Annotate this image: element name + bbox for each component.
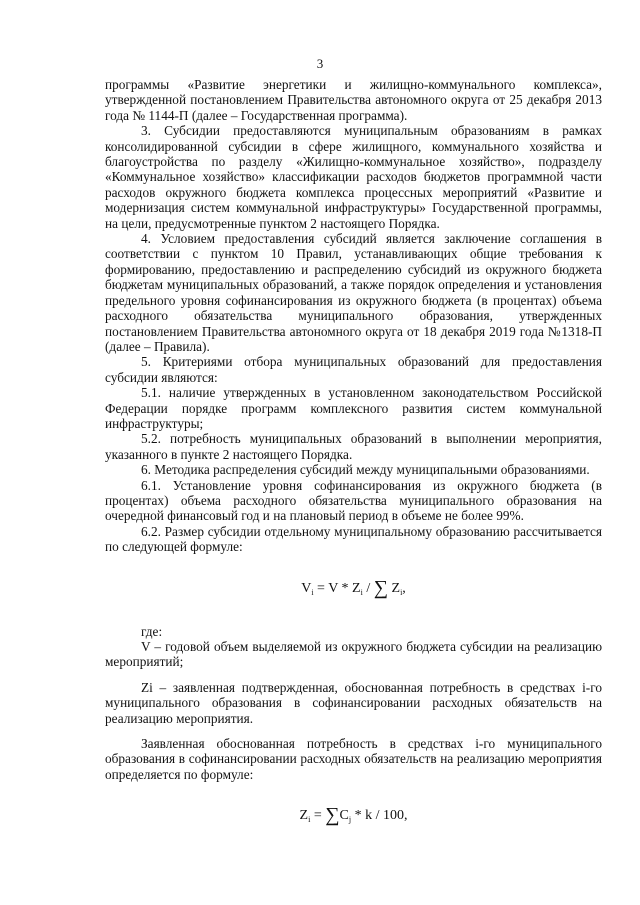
paragraph-6: 6. Методика распределения субсидий между муниципальными образованиями. bbox=[141, 462, 590, 478]
definition-zi: Zi – заявленная подтвержденная, обоснованная потребность в средствах i-го муниципального образования в софинансировании расходных обязательств на реализацию мероприятия. bbox=[105, 679, 602, 726]
formula-term: Z bbox=[299, 808, 309, 824]
formula-term: / bbox=[362, 580, 374, 596]
paragraph-intro: программы «Развитие энергетики и жилищно-коммунального комплекса», утвержденной постановлением Правительства автономного округа от 25 декабря 2013 года № 1144-П (далее – Государственная программа). bbox=[105, 77, 602, 123]
formula-term: Z bbox=[388, 580, 401, 596]
formula-subscript: i bbox=[360, 587, 363, 597]
definition-v: V – годовой объем выделяемой из окружного бюджета субсидии на реализацию мероприятий; bbox=[105, 639, 602, 670]
paragraph-4: 4. Условием предоставления субсидий является заключение соглашения в соответствии с пунктом 10 Правил, устанавливающих общие требования к формированию, предоставлению и распределению субсидий из окружного бюджета бюджетам муниципальных образований, а также порядок определения и установления предельного уровня софинансирования из окружного бюджета (в процентах) объема расходного обязательства муниципального образования, утвержденных постановлением Правительства автономного округа от 18 декабря 2019 года №1318-П (далее – Правила). bbox=[105, 231, 602, 354]
formula-term: , bbox=[402, 580, 406, 596]
paragraph-5: 5. Критериями отбора муниципальных образований для предоставления субсидии являются: bbox=[105, 354, 602, 385]
formula-subscript: j bbox=[348, 815, 352, 825]
formula-subsidy bbox=[105, 577, 602, 604]
formula-term: = bbox=[310, 808, 326, 824]
formula-subscript: i bbox=[400, 587, 403, 597]
formula-term: C bbox=[339, 808, 349, 824]
paragraph-5-2: 5.2. потребность муниципальных образований в выполнении мероприятия, указанного в пункте 2 настоящего Порядка. bbox=[105, 431, 602, 462]
formula-term: V bbox=[301, 580, 312, 596]
paragraph-5-1: 5.1. наличие утвержденных в установленном законодательством Российской Федерации порядке программ комплексного развития систем коммунальной инфраструктуры; bbox=[105, 385, 602, 431]
where-label: где: bbox=[141, 623, 163, 639]
paragraph-6-1: 6.1. Установление уровня софинансирования из окружного бюджета (в процентах) объема расходного обязательства муниципального образования на очередной финансовый год и на плановый период в объеме не более 99%. bbox=[105, 477, 602, 524]
document-body bbox=[105, 77, 602, 851]
formula-subscript: i bbox=[308, 815, 311, 825]
paragraph-6-2: 6.2. Размер субсидии отдельному муниципальному образованию рассчитывается по следующей формуле: bbox=[105, 523, 602, 555]
paragraph-3: 3. Субсидии предоставляются муниципальным образованиям в рамках консолидированной субсидии в сфере жилищного, коммунального хозяйства и благоустройства по разделу «Жилищно-коммунальное хозяйство», подразделу «Коммунальное хозяйство» классификации расходов бюджетов программной части расходов окружного бюджета комплекса процессных мероприятий «Развитие и модернизация систем коммунальной инфраструктуры» Государственной программы, на цели, предусмотренные пунктом 2 настоящего Порядка. bbox=[105, 123, 602, 231]
page-number: 3 bbox=[316, 56, 324, 71]
formula-term: * k / 100, bbox=[351, 808, 408, 824]
sigma-symbol: ∑ bbox=[373, 576, 388, 599]
paragraph-need-formula: Заявленная обоснованная потребность в средствах i-го муниципального образования в софинансировании расходных обязательств на реализацию мероприятия определяется по формуле: bbox=[105, 736, 602, 782]
formula-term: = V * Z bbox=[313, 580, 361, 596]
sigma-symbol: ∑ bbox=[325, 804, 340, 827]
formula-subscript: i bbox=[311, 587, 314, 597]
formula-need bbox=[105, 804, 602, 831]
